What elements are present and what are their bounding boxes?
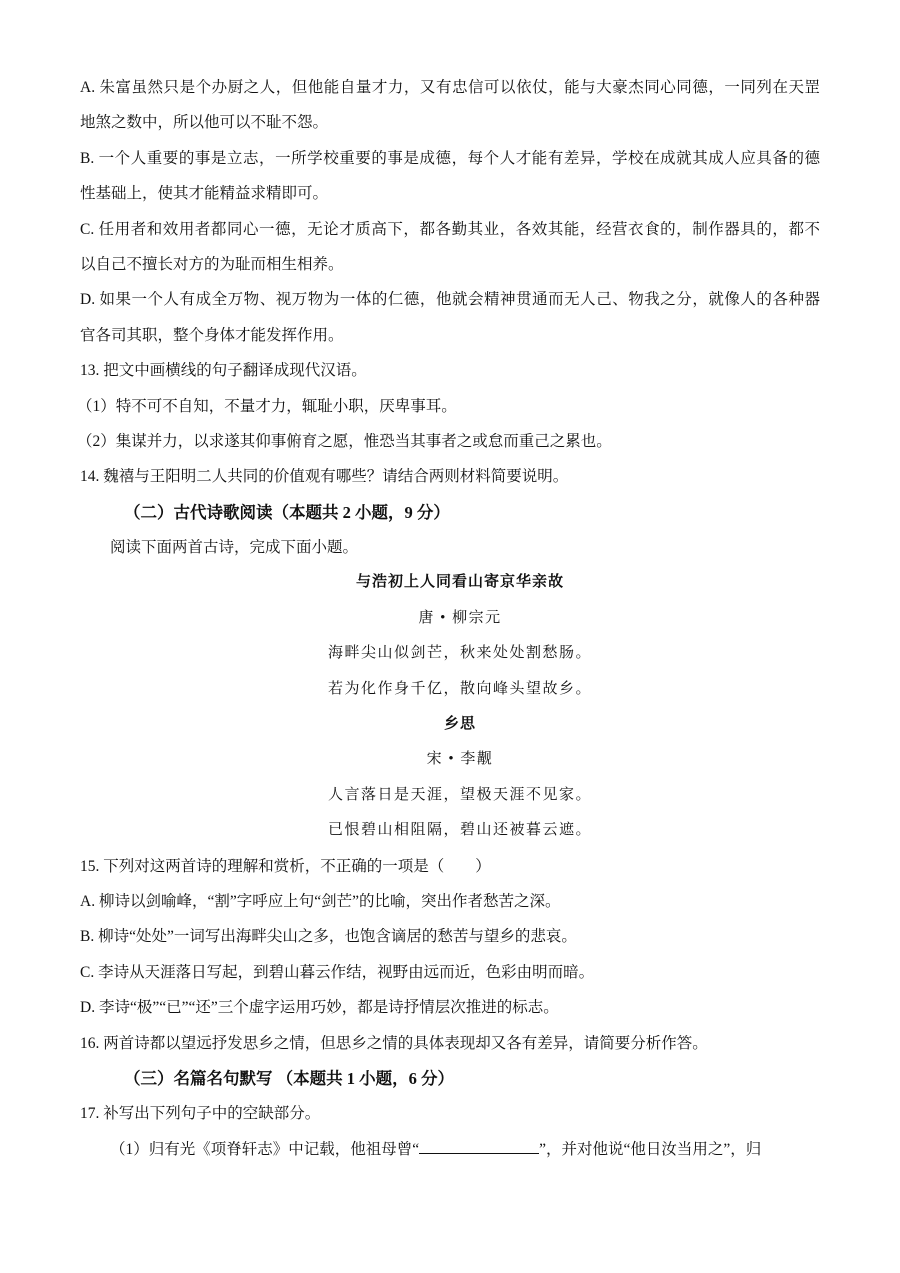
q15-stem: 15. 下列对这两首诗的理解和赏析，不正确的一项是（ ） xyxy=(80,857,491,875)
q17-sub1-after: ”，并对他说“他日汝当用之”，归 xyxy=(539,1140,762,1158)
poem2-line1: 人言落日是天涯，望极天涯不见家。 xyxy=(327,786,592,803)
q17-stem: 17. 补写出下列句子中的空缺部分。 xyxy=(80,1105,321,1123)
q17-sub1 xyxy=(80,1132,820,1167)
q13-sub2: （2）集谋并力，以求遂其仰事俯育之愿，惟恐当其事者之或怠而重己之累也。 xyxy=(77,432,612,450)
poem2-title: 乡思 xyxy=(443,716,476,733)
q12-option-d-line1: D. 如果一个人有成全万物、视万物为一体的仁德，他就会精神贯通而无人己、物我之分，就像人的各种器 xyxy=(80,291,820,309)
q17-sub1-before: （1）归有光《项脊轩志》中记载，他祖母曾“ xyxy=(110,1140,420,1158)
poem1-line2: 若为化作身千亿，散向峰头望故乡。 xyxy=(327,680,592,697)
q12-option-a-line2: 地煞之数中，所以他可以不耻不怨。 xyxy=(80,114,329,132)
poem1-title: 与浩初上人同看山寄京华亲故 xyxy=(355,574,564,591)
q15-option-d: D. 李诗“极”“已”“还”三个虚字运用巧妙，都是诗抒情层次推进的标志。 xyxy=(80,999,559,1017)
poem2-author: 宋 • 李觏 xyxy=(426,751,494,768)
q15-option-a: A. 柳诗以剑喻峰，“割”字呼应上句“剑芒”的比喻，突出作者愁苦之深。 xyxy=(80,892,561,910)
section2-heading: （二）古代诗歌阅读（本题共 2 小题，9 分） xyxy=(124,502,450,522)
q17-sub1-blank[interactable] xyxy=(419,1139,539,1154)
q13-sub1: （1）特不可不自知，不量才力，辄耻小职，厌卑事耳。 xyxy=(77,397,457,415)
section3-heading: （三）名篇名句默写 （本题共 1 小题，6 分） xyxy=(124,1068,454,1088)
q14-stem: 14. 魏禧与王阳明二人共同的价值观有哪些？请结合两则材料简要说明。 xyxy=(80,468,569,486)
poem1-line1: 海畔尖山似剑芒，秋来处处割愁肠。 xyxy=(327,645,592,662)
q16-stem: 16. 两首诗都以望远抒发思乡之情，但思乡之情的具体表现却又各有差异，请简要分析作答。 xyxy=(80,1034,708,1052)
q12-option-c-line2: 以自己不擅长对方的为耻而相生相养。 xyxy=(80,255,344,273)
section2-instruction: 阅读下面两首古诗，完成下面小题。 xyxy=(110,539,359,557)
q12-option-b-line1: B. 一个人重要的事是立志，一所学校重要的事是成德，每个人才能有差异，学校在成就其成人应具备的德 xyxy=(80,149,820,167)
q12-option-c-line1: C. 任用者和效用者都同心一德，无论才质高下，都各勤其业，各效其能，经营衣食的，制作器具的，都不 xyxy=(80,220,820,238)
exam-page xyxy=(77,70,820,1167)
q13-stem: 13. 把文中画横线的句子翻译成现代汉语。 xyxy=(80,362,367,380)
q12-option-d-line2: 官各司其职，整个身体才能发挥作用。 xyxy=(80,326,344,344)
q12-option-a-line1: A. 朱富虽然只是个办厨之人，但他能自量才力，又有忠信可以依仗，能与大豪杰同心同德，一同列在天罡 xyxy=(80,79,820,96)
q15-option-c: C. 李诗从天涯落日写起，到碧山暮云作结，视野由远而近，色彩由明而暗。 xyxy=(80,963,595,981)
poem1-author: 唐 • 柳宗元 xyxy=(418,609,502,626)
q12-option-b-line2: 性基础上，使其才能精益求精即可。 xyxy=(80,185,329,203)
poem2-line2: 已恨碧山相阻隔，碧山还被暮云遮。 xyxy=(327,822,592,839)
q15-option-b: B. 柳诗“处处”一词写出海畔尖山之多，也饱含谪居的愁苦与望乡的悲哀。 xyxy=(80,928,577,946)
